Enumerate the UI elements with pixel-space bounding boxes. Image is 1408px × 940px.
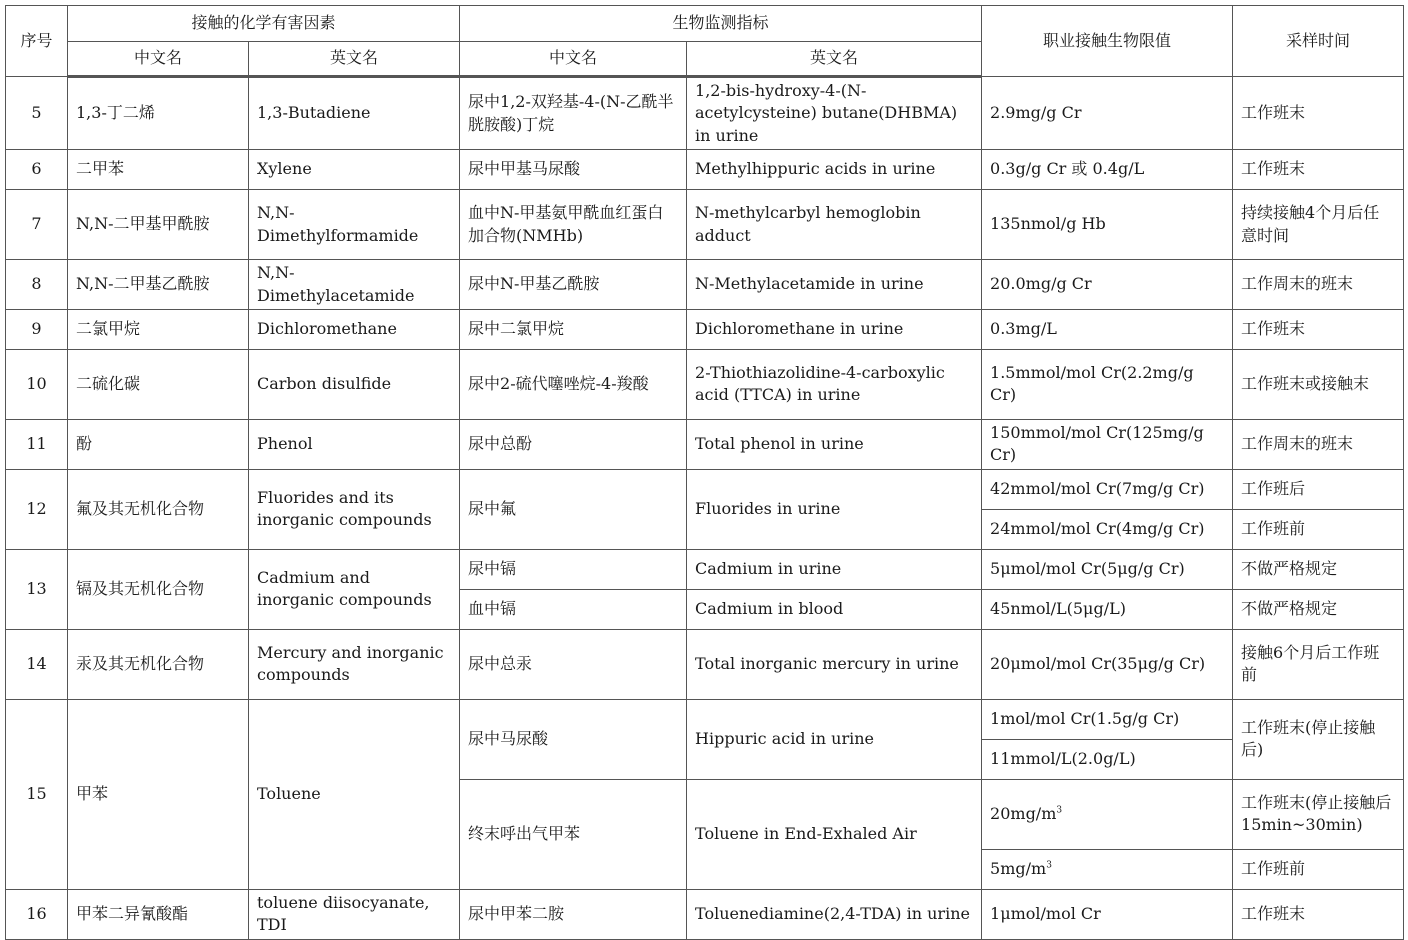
indicator-en-name: Toluene in End-Exhaled Air [687, 779, 982, 889]
superscript: 3 [1046, 860, 1052, 871]
limit-value: 24mmol/mol Cr(4mg/g Cr) [982, 509, 1233, 549]
limit-value: 0.3g/g Cr 或 0.4g/L [982, 150, 1233, 190]
indicator-cn-name: 血中镉 [460, 589, 687, 629]
chemical-en-name: N,N-Dimethylformamide [249, 190, 460, 260]
indicator-en-name: Toluenediamine(2,4-TDA) in urine [687, 889, 982, 939]
sampling-time: 工作班末 [1233, 77, 1404, 150]
limit-value [982, 849, 1233, 889]
sampling-time: 工作班前 [1233, 509, 1404, 549]
limit-value: 0.3mg/L [982, 309, 1233, 349]
chemical-cn-name: N,N-二甲基甲酰胺 [68, 190, 249, 260]
chemical-cn-name: 二甲苯 [68, 150, 249, 190]
table-row [6, 190, 1404, 260]
indicator-cn-name: 终末呼出气甲苯 [460, 779, 687, 889]
chemical-cn-name: 酚 [68, 419, 249, 469]
table-row [6, 549, 1404, 589]
chemical-cn-name: 二氯甲烷 [68, 309, 249, 349]
indicator-cn-name: 尿中N-甲基乙酰胺 [460, 260, 687, 310]
indicator-en-name: Cadmium in urine [687, 549, 982, 589]
row-number: 9 [6, 309, 68, 349]
table-row [6, 419, 1404, 469]
sampling-time: 工作班末 [1233, 150, 1404, 190]
chemical-cn-name: 1,3-丁二烯 [68, 77, 249, 150]
table-row [6, 889, 1404, 939]
table-row [6, 699, 1404, 739]
indicator-cn-name: 尿中甲基马尿酸 [460, 150, 687, 190]
indicator-cn-name: 尿中2-硫代噻唑烷-4-羧酸 [460, 349, 687, 419]
indicator-cn-name: 尿中二氯甲烷 [460, 309, 687, 349]
chemical-cn-name: 甲苯 [68, 699, 249, 889]
indicator-cn-name: 血中N-甲基氨甲酰血红蛋白加合物(NMHb) [460, 190, 687, 260]
chemical-en-name: 1,3-Butadiene [249, 77, 460, 150]
table-row [6, 469, 1404, 509]
chemical-cn-name: 甲苯二异氰酸酯 [68, 889, 249, 939]
table-row [6, 349, 1404, 419]
indicator-en-name: Total inorganic mercury in urine [687, 629, 982, 699]
header-seq: 序号 [6, 6, 68, 77]
chemical-en-name: Fluorides and its inorganic compounds [249, 469, 460, 549]
chemical-cn-name: 氟及其无机化合物 [68, 469, 249, 549]
chemical-en-name: Toluene [249, 699, 460, 889]
indicator-cn-name: 尿中氟 [460, 469, 687, 549]
sampling-time: 不做严格规定 [1233, 549, 1404, 589]
limit-value: 150mmol/mol Cr(125mg/g Cr) [982, 419, 1233, 469]
sampling-time: 工作班末(停止接触后) [1233, 699, 1404, 779]
header-limit: 职业接触生物限值 [982, 6, 1233, 77]
chemical-en-name: Dichloromethane [249, 309, 460, 349]
chemical-en-name: N,N-Dimethylacetamide [249, 260, 460, 310]
header-chem-cn-name: 中文名 [68, 42, 249, 77]
sampling-time: 不做严格规定 [1233, 589, 1404, 629]
indicator-en-name: N-methylcarbyl hemoglobin adduct [687, 190, 982, 260]
indicator-cn-name: 尿中镉 [460, 549, 687, 589]
row-number: 15 [6, 699, 68, 889]
indicator-cn-name: 尿中总酚 [460, 419, 687, 469]
indicator-en-name: Total phenol in urine [687, 419, 982, 469]
row-number: 5 [6, 77, 68, 150]
indicator-en-name: Dichloromethane in urine [687, 309, 982, 349]
limit-value: 5μmol/mol Cr(5μg/g Cr) [982, 549, 1233, 589]
sampling-time: 工作班末 [1233, 889, 1404, 939]
sampling-time: 工作班末(停止接触后15min~30min) [1233, 779, 1404, 849]
sampling-time: 工作周末的班末 [1233, 419, 1404, 469]
chemical-en-name: toluene diisocyanate, TDI [249, 889, 460, 939]
row-number: 10 [6, 349, 68, 419]
chemical-cn-name: 镉及其无机化合物 [68, 549, 249, 629]
chemical-cn-name: 汞及其无机化合物 [68, 629, 249, 699]
limit-value: 20.0mg/g Cr [982, 260, 1233, 310]
row-number: 6 [6, 150, 68, 190]
sampling-time: 工作班后 [1233, 469, 1404, 509]
limit-value: 20μmol/mol Cr(35μg/g Cr) [982, 629, 1233, 699]
header-sampling-time: 采样时间 [1233, 6, 1404, 77]
sampling-time: 持续接触4个月后任意时间 [1233, 190, 1404, 260]
indicator-en-name: Fluorides in urine [687, 469, 982, 549]
indicator-cn-name: 尿中马尿酸 [460, 699, 687, 779]
table-row [6, 309, 1404, 349]
limit-value [982, 779, 1233, 849]
sampling-time: 工作班末 [1233, 309, 1404, 349]
row-number: 11 [6, 419, 68, 469]
sampling-time: 工作班末或接触末 [1233, 349, 1404, 419]
sampling-time: 工作周末的班末 [1233, 260, 1404, 310]
chemical-cn-name: 二硫化碳 [68, 349, 249, 419]
chemical-en-name: Xylene [249, 150, 460, 190]
limit-value: 2.9mg/g Cr [982, 77, 1233, 150]
chemical-en-name: Mercury and inorganic compounds [249, 629, 460, 699]
sampling-time: 工作班前 [1233, 849, 1404, 889]
limit-value: 1mol/mol Cr(1.5g/g Cr) [982, 699, 1233, 739]
superscript: 3 [1056, 805, 1063, 816]
limit-value: 1.5mmol/mol Cr(2.2mg/g Cr) [982, 349, 1233, 419]
header-ind-cn-name: 中文名 [460, 42, 687, 77]
limit-value: 45nmol/L(5μg/L) [982, 589, 1233, 629]
limit-value-text: 20mg/m [990, 804, 1057, 824]
header-ind-en-name: 英文名 [687, 42, 982, 77]
limit-value-text: 5mg/m [990, 859, 1047, 879]
indicator-cn-name: 尿中甲苯二胺 [460, 889, 687, 939]
indicator-en-name: 2-Thiothiazolidine-4-carboxylic acid (TTCA) in urine [687, 349, 982, 419]
sampling-time: 接触6个月后工作班前 [1233, 629, 1404, 699]
table-row [6, 260, 1404, 310]
table-row [6, 150, 1404, 190]
chemical-cn-name: N,N-二甲基乙酰胺 [68, 260, 249, 310]
limit-value: 11mmol/L(2.0g/L) [982, 739, 1233, 779]
row-number: 12 [6, 469, 68, 549]
indicator-cn-name: 尿中1,2-双羟基-4-(N-乙酰半胱胺酸)丁烷 [460, 77, 687, 150]
indicator-en-name: 1,2-bis-hydroxy-4-(N-acetylcysteine) butane(DHBMA) in urine [687, 77, 982, 150]
header-chemical-factor: 接触的化学有害因素 [68, 6, 460, 42]
indicator-cn-name: 尿中总汞 [460, 629, 687, 699]
table-row [6, 629, 1404, 699]
chemical-en-name: Carbon disulfide [249, 349, 460, 419]
limit-value: 135nmol/g Hb [982, 190, 1233, 260]
indicator-en-name: Methylhippuric acids in urine [687, 150, 982, 190]
limit-value: 42mmol/mol Cr(7mg/g Cr) [982, 469, 1233, 509]
row-number: 16 [6, 889, 68, 939]
indicator-en-name: N-Methylacetamide in urine [687, 260, 982, 310]
row-number: 14 [6, 629, 68, 699]
indicator-en-name: Cadmium in blood [687, 589, 982, 629]
row-number: 8 [6, 260, 68, 310]
row-number: 7 [6, 190, 68, 260]
header-bio-indicator: 生物监测指标 [460, 6, 982, 42]
limit-value: 1μmol/mol Cr [982, 889, 1233, 939]
indicator-en-name: Hippuric acid in urine [687, 699, 982, 779]
chemical-en-name: Cadmium and inorganic compounds [249, 549, 460, 629]
table-row [6, 77, 1404, 150]
header-chem-en-name: 英文名 [249, 42, 460, 77]
row-number: 13 [6, 549, 68, 629]
chemical-en-name: Phenol [249, 419, 460, 469]
biomonitoring-limits-table [5, 5, 1404, 940]
